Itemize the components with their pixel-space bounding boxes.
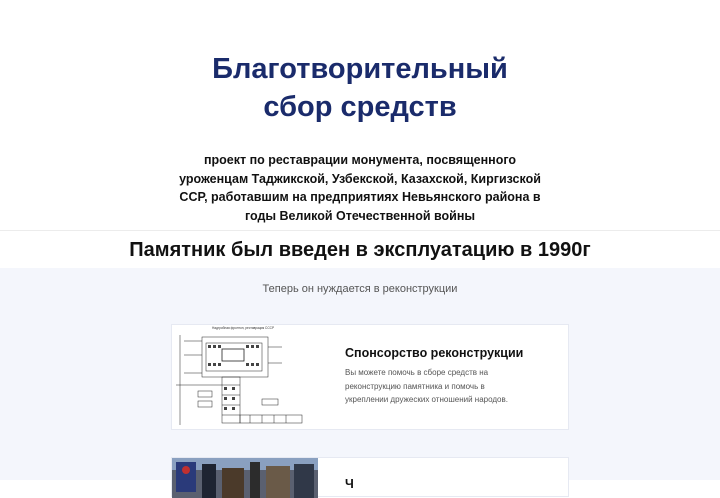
blueprint-caption: Надгробная фронтон, реставрация СССР (212, 326, 275, 330)
section-headline: Памятник был введен в эксплуатацию в 1990г (129, 239, 591, 261)
hero-subtitle-line4: годы Великой Отечественной войны (244, 208, 476, 223)
blueprint-image (172, 325, 320, 429)
card-description-line2: реконструкцию памятника и помочь в (345, 381, 485, 391)
hero-subtitle-line3: ССР, работавшим на предприятиях Невьянского района в (179, 190, 541, 204)
hero-section (0, 0, 720, 230)
section-divider (0, 230, 720, 231)
card-description-line1: Вы можете помочь в сборе средств на (345, 368, 489, 377)
hero-subtitle (175, 151, 545, 225)
hero-title-line2: сбор средств (263, 91, 457, 123)
card-second[interactable] (171, 457, 569, 497)
blueprint-drawing (172, 325, 320, 429)
hero-title-line1: Благотворительный (212, 53, 508, 85)
card-description-line3: укреплении дружеских отношений народов. (345, 395, 508, 404)
card-sponsorship[interactable] (171, 324, 569, 430)
hero-title (0, 50, 720, 126)
section-tagline: Теперь он нуждается в реконструкции (262, 283, 458, 295)
hero-subtitle-line2: уроженцам Таджикской, Узбекской, Казахской, Киргизской (179, 171, 541, 186)
card-description (345, 366, 545, 407)
memorial-photo (172, 458, 318, 498)
card-title: Ч (345, 477, 354, 491)
hero-subtitle-line1: проект по реставрации монумента, посвященного (203, 153, 517, 167)
card-title: Спонсорство реконструкции (345, 346, 524, 360)
memorial-photo-art (172, 458, 318, 498)
